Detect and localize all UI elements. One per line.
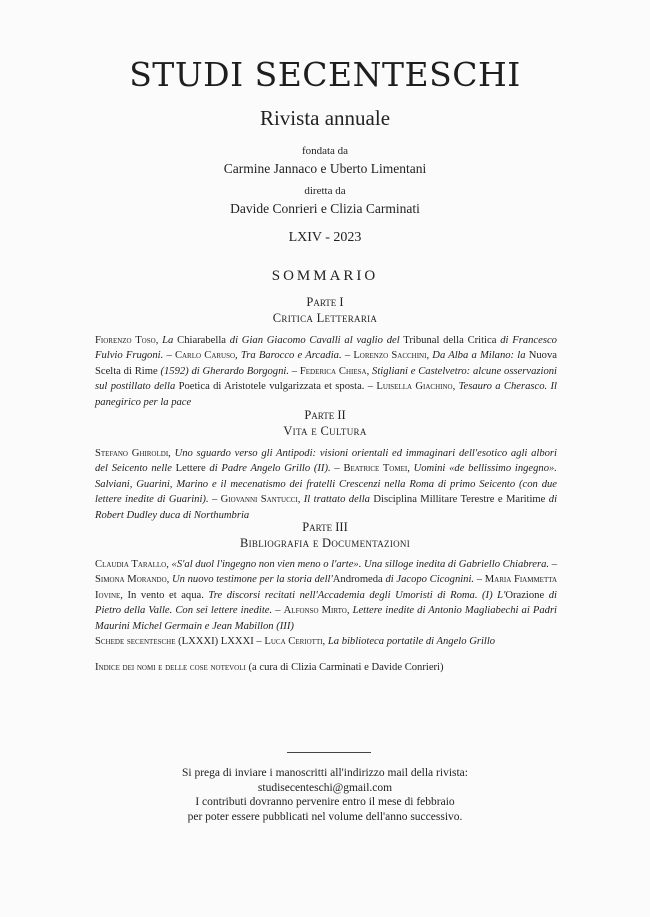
separator: – [291,365,298,377]
entry-title: di Gian Giacomo Cavalli al vaglio del [229,335,400,346]
author: Luisella Giachino, [376,381,456,393]
entry-title: Un nuovo testimone per la storia dell' [172,574,333,586]
schede-numbers: (LXXXI) LXXXI – [178,636,262,647]
author: Carlo Caruso, [174,350,238,362]
separator: – [211,494,218,506]
directors: Davide Conrieri e Clizia Carminati [230,201,420,216]
footer-line-4: per poter essere pubblicati nel volume dell'anno successivo. [187,810,463,823]
entry-title: La biblioteca portatile di Angelo Grillo [327,636,496,647]
separator: – [344,350,351,362]
entry-title: Chiarabella [177,335,226,346]
volume-number: LXIV - 2023 [288,230,362,245]
part-1-heading [0,295,650,326]
part-1-title: Critica Letteraria [272,311,378,325]
entry-title: di Pietro della Valle. Con sei lettere inedite. [95,589,557,617]
author: Alfonso Mirto, [283,605,350,617]
entry-title: Stigliani e Castelvetro: alcune osservazioni sul postillato della [95,365,557,393]
entry-title: di Francesco Fulvio Frugoni. [95,335,557,362]
indice-label: Indice dei nomi e delle cose notevoli [95,662,246,673]
part-2-heading [0,408,650,439]
part-1-entries [95,333,557,410]
entry-title: In vento et aqua. [127,589,204,601]
journal-title: STUDI SECENTESCHI [129,55,521,94]
footer-line-3: I contributi dovranno pervenire entro il mese di febbraio [195,796,455,808]
part-1-label: Parte I [306,295,344,309]
author: Luca Ceriotti, [264,636,326,647]
footer-line-1: Si prega di inviare i manoscritti all'indirizzo mail della rivista: [182,767,468,779]
separator: – [166,350,172,362]
sommario-heading: SOMMARIO [271,268,379,284]
author: Fiorenzo Toso, [95,335,159,346]
schede-entry [95,634,557,649]
part-2-entries [95,446,557,523]
separator: – [476,574,483,586]
journal-subtitle: Rivista annuale [259,106,391,130]
author: Giovanni Santucci, [220,494,301,506]
separator: – [334,463,340,475]
contact-email: studisecenteschi@gmail.com [257,781,393,794]
entry-title: di Padre Angelo Grillo (II). [209,463,331,475]
entry-title: La [162,335,174,346]
entry-title: Uno sguardo verso gli Antipodi: visioni orientali ed immaginari dell'esotico agli albori del Seicento nelle [95,448,558,475]
part-3-title: Bibliografia e Documentazioni [239,536,411,550]
separator: – [367,381,374,393]
entry-title: di Jacopo Cicognini. [385,574,475,586]
separator: – [551,559,557,570]
entry-title: Tesauro a Cherasco. Il panegirico per la pace [95,381,557,408]
part-2-title: Vita e Cultura [283,424,367,438]
entry-title: Disciplina Millitare Terestre e Maritime [373,494,546,506]
founded-label: fondata da [301,145,349,157]
part-3-heading [0,520,650,551]
directed-label: diretta da [304,185,346,197]
author: Maria Fiammetta Iovine, [95,574,558,601]
part-3-label: Parte III [302,520,348,534]
entry-title: Tre discorsi recitati nell'Accademia degli Umoristi di Roma. (I) L' [208,589,506,601]
entry-title: Tra Barocco e Arcadia. [240,350,342,362]
author: Simona Morando, [95,574,170,586]
founders: Carmine Jannaco e Uberto Limentani [223,161,427,176]
footer-divider [287,752,371,753]
entry-title: Uomini «de bellissimo ingegno». Salviani, Guarini, Marino e il mecenatismo dei fratelli Crescenzi nella Roma di primo Seicento (con due lettere inedite di Guarini). [95,463,557,506]
schede-label: Schede secentesche [95,636,176,647]
entry-title: «S'al duol l'ingegno non vien meno o l'arte». Una silloge inedita di Gabriello Chiabrera. [171,559,550,570]
indice-entry [95,660,557,675]
author: Beatrice Tomei, [343,463,410,475]
author: Claudia Tarallo, [95,559,169,570]
part-3-entries [95,557,557,634]
entry-title: (1592) di Gherardo Borgogni. [160,365,289,377]
author: Stefano Ghiroldi, [95,448,171,459]
entry-title: Andromeda [332,574,383,586]
entry-title: Lettere inedite di Antonio Magliabechi ai Padri Maurini Michel Germain e Jean Mabillon (III) [95,605,558,632]
masthead [0,55,650,285]
entry-title: di Robert Dudley duca di Northumbria [95,494,558,521]
entry-title: Da Alba a Milano: la [432,350,526,362]
entry-title: Lettere [175,463,206,475]
entry-title: Il trattato della [303,494,370,506]
entry-title: Poetica di Aristotele vulgarizzata et sposta. [178,381,365,393]
part-2-label: Parte II [304,408,346,422]
submission-note [0,766,650,824]
author: Lorenzo Sacchini, [353,350,430,362]
indice-editors: (a cura di Clizia Carminati e Davide Conrieri) [248,662,444,673]
entry-title: Tribunal della Critica [403,335,497,346]
entry-title: Nuova Scelta di Rime [95,350,557,377]
author: Federica Chiesa, [299,365,370,377]
separator: – [275,605,281,617]
entry-title: Orazione [505,589,545,601]
